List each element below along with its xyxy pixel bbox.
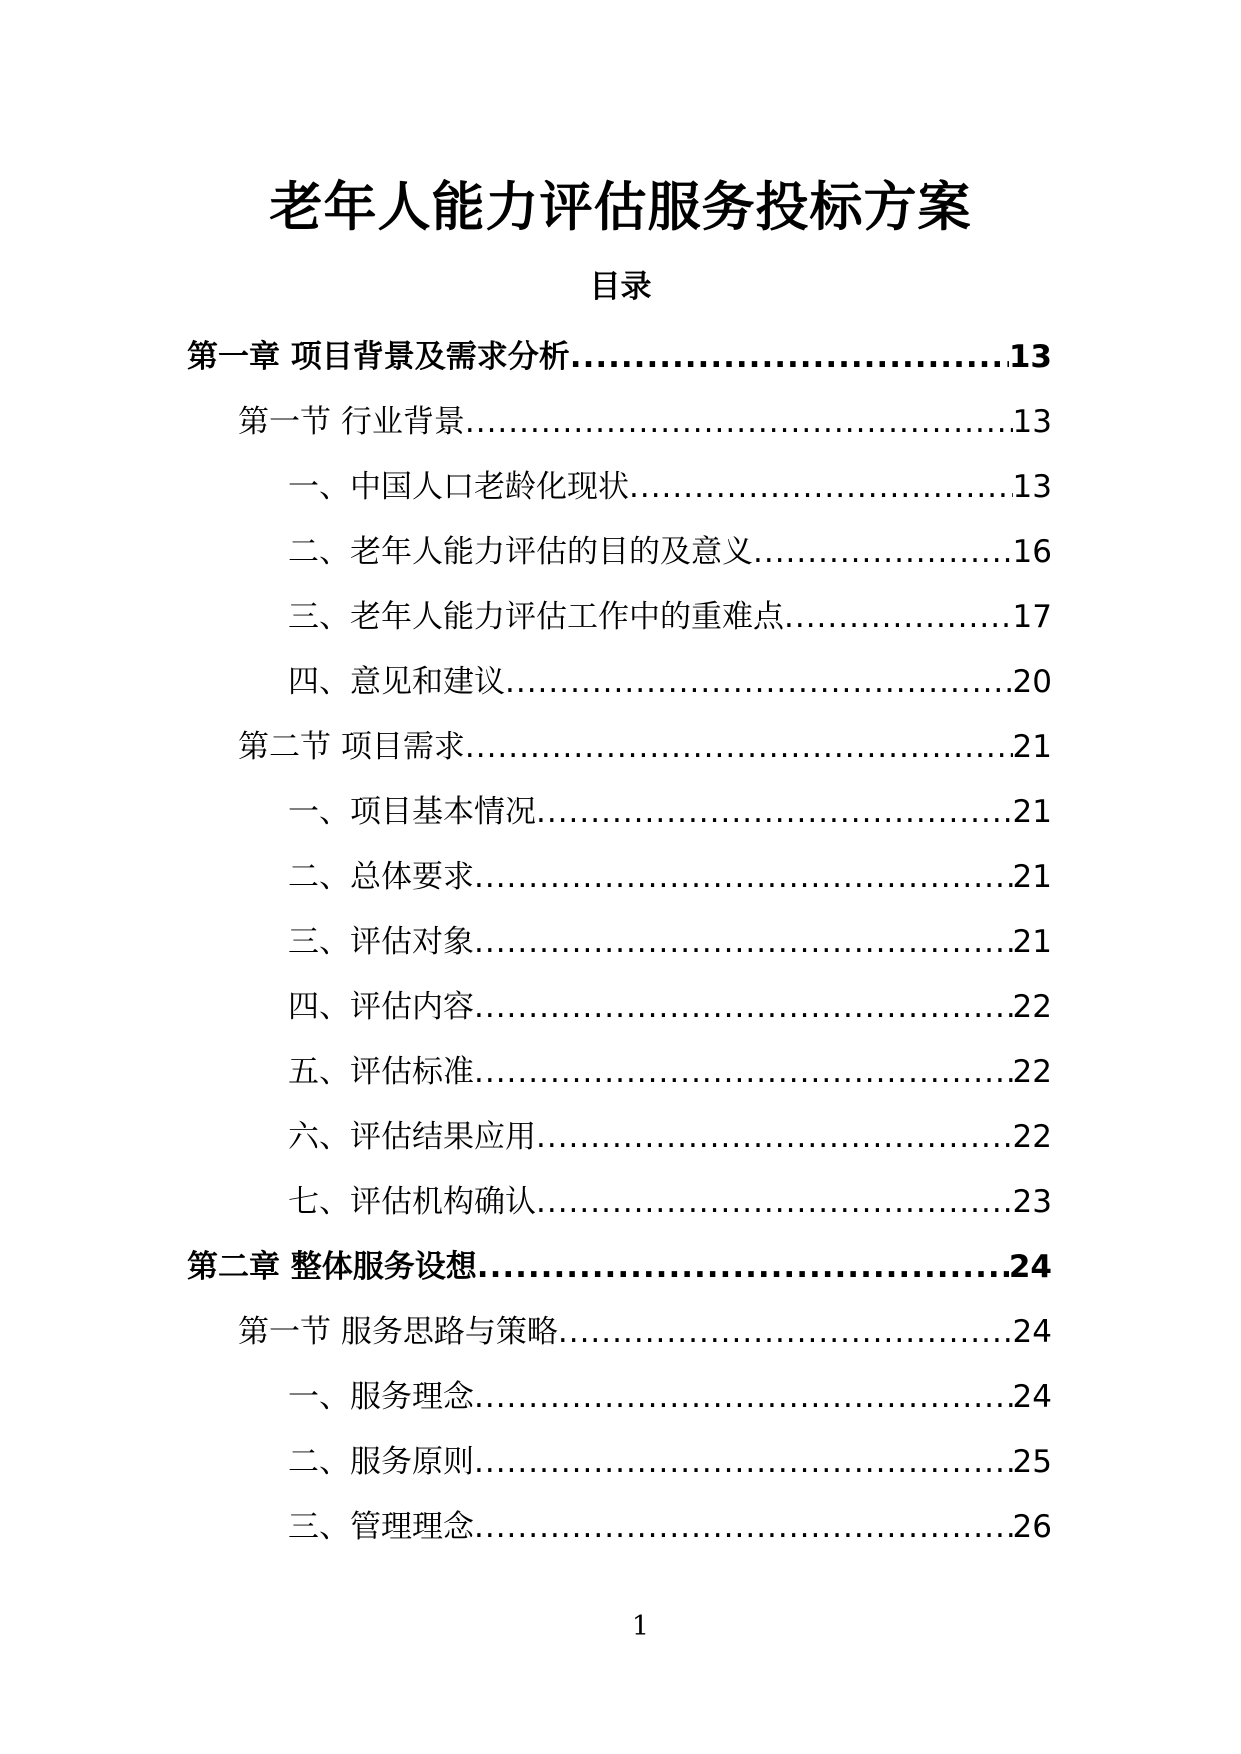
toc-entry-page: 20 <box>1012 663 1052 700</box>
toc-entry-chapter[interactable] <box>0 1234 1241 1299</box>
dot-leader <box>474 1507 1013 1547</box>
toc-entry-item[interactable] <box>0 974 1241 1039</box>
dot-leader <box>474 922 1013 962</box>
dot-leader <box>465 402 1013 442</box>
document-title: 老年人能力评估服务投标方案 <box>269 177 972 238</box>
toc-entry-item[interactable] <box>0 649 1241 714</box>
dot-leader <box>477 1247 1009 1287</box>
dot-leader <box>570 337 1009 377</box>
toc-entry-label: 一、服务理念 <box>288 1378 474 1415</box>
toc-entry-section[interactable] <box>0 1299 1241 1364</box>
toc-entry-label: 第二节 项目需求 <box>238 728 465 765</box>
toc-entry-item[interactable] <box>0 1429 1241 1494</box>
toc-entry-page: 17 <box>1012 598 1052 635</box>
dot-leader <box>474 1377 1013 1417</box>
dot-leader <box>536 1182 1013 1222</box>
toc-entry-item[interactable] <box>0 909 1241 974</box>
toc-entry-label: 一、中国人口老龄化现状 <box>288 468 629 505</box>
toc-entry-label: 二、服务原则 <box>288 1443 474 1480</box>
dot-leader <box>474 1052 1013 1092</box>
toc-entry-label: 二、老年人能力评估的目的及意义 <box>288 533 753 570</box>
toc-entry-label: 七、评估机构确认 <box>288 1183 536 1220</box>
toc-entry-item[interactable] <box>0 1169 1241 1234</box>
toc-heading: 目录 <box>589 269 652 305</box>
dot-leader <box>753 532 1013 572</box>
toc-entry-item[interactable] <box>0 779 1241 844</box>
toc-entry-item[interactable] <box>0 844 1241 909</box>
dot-leader <box>474 1442 1013 1482</box>
toc-entry-item[interactable] <box>0 1039 1241 1104</box>
toc-entry-page: 13 <box>1008 338 1052 375</box>
toc-entry-label: 一、项目基本情况 <box>288 793 536 830</box>
page-number: 1 <box>631 1611 650 1642</box>
toc-entry-label: 第一节 服务思路与策略 <box>238 1313 558 1350</box>
toc-entry-item[interactable] <box>0 1364 1241 1429</box>
toc-entry-page: 22 <box>1012 1053 1052 1090</box>
toc-entry-page: 13 <box>1012 468 1052 505</box>
toc-entry-label: 三、评估对象 <box>288 923 474 960</box>
toc-entry-label: 五、评估标准 <box>288 1053 474 1090</box>
toc-entry-page: 21 <box>1012 793 1052 830</box>
table-of-contents <box>0 324 1241 1559</box>
dot-leader <box>465 727 1013 767</box>
toc-entry-label: 第一章 项目背景及需求分析 <box>187 338 570 375</box>
toc-entry-label: 二、总体要求 <box>288 858 474 895</box>
toc-entry-page: 13 <box>1012 403 1052 440</box>
dot-leader <box>474 857 1013 897</box>
toc-entry-page: 25 <box>1012 1443 1052 1480</box>
toc-entry-label: 三、老年人能力评估工作中的重难点 <box>288 598 784 635</box>
toc-entry-label: 四、意见和建议 <box>288 663 505 700</box>
toc-entry-page: 24 <box>1012 1378 1052 1415</box>
toc-entry-page: 24 <box>1008 1248 1052 1285</box>
toc-entry-label: 第一节 行业背景 <box>238 403 465 440</box>
toc-entry-page: 22 <box>1012 988 1052 1025</box>
dot-leader <box>474 987 1013 1027</box>
dot-leader <box>784 597 1013 637</box>
dot-leader <box>505 662 1013 702</box>
toc-entry-item[interactable] <box>0 1104 1241 1169</box>
toc-entry-page: 21 <box>1012 858 1052 895</box>
toc-entry-page: 21 <box>1012 728 1052 765</box>
toc-entry-item[interactable] <box>0 454 1241 519</box>
toc-entry-section[interactable] <box>0 389 1241 454</box>
toc-entry-label: 第二章 整体服务设想 <box>187 1248 477 1285</box>
toc-entry-page: 23 <box>1012 1183 1052 1220</box>
dot-leader <box>629 467 1013 507</box>
toc-entry-section[interactable] <box>0 714 1241 779</box>
toc-entry-page: 16 <box>1012 533 1052 570</box>
dot-leader <box>558 1312 1013 1352</box>
toc-entry-page: 24 <box>1012 1313 1052 1350</box>
toc-entry-label: 四、评估内容 <box>288 988 474 1025</box>
toc-entry-page: 22 <box>1012 1118 1052 1155</box>
toc-entry-item[interactable] <box>0 1494 1241 1559</box>
toc-entry-page: 26 <box>1012 1508 1052 1545</box>
toc-entry-label: 六、评估结果应用 <box>288 1118 536 1155</box>
toc-entry-page: 21 <box>1012 923 1052 960</box>
dot-leader <box>536 792 1013 832</box>
toc-entry-item[interactable] <box>0 519 1241 584</box>
toc-entry-chapter[interactable] <box>0 324 1241 389</box>
dot-leader <box>536 1117 1013 1157</box>
toc-entry-item[interactable] <box>0 584 1241 649</box>
toc-entry-label: 三、管理理念 <box>288 1508 474 1545</box>
